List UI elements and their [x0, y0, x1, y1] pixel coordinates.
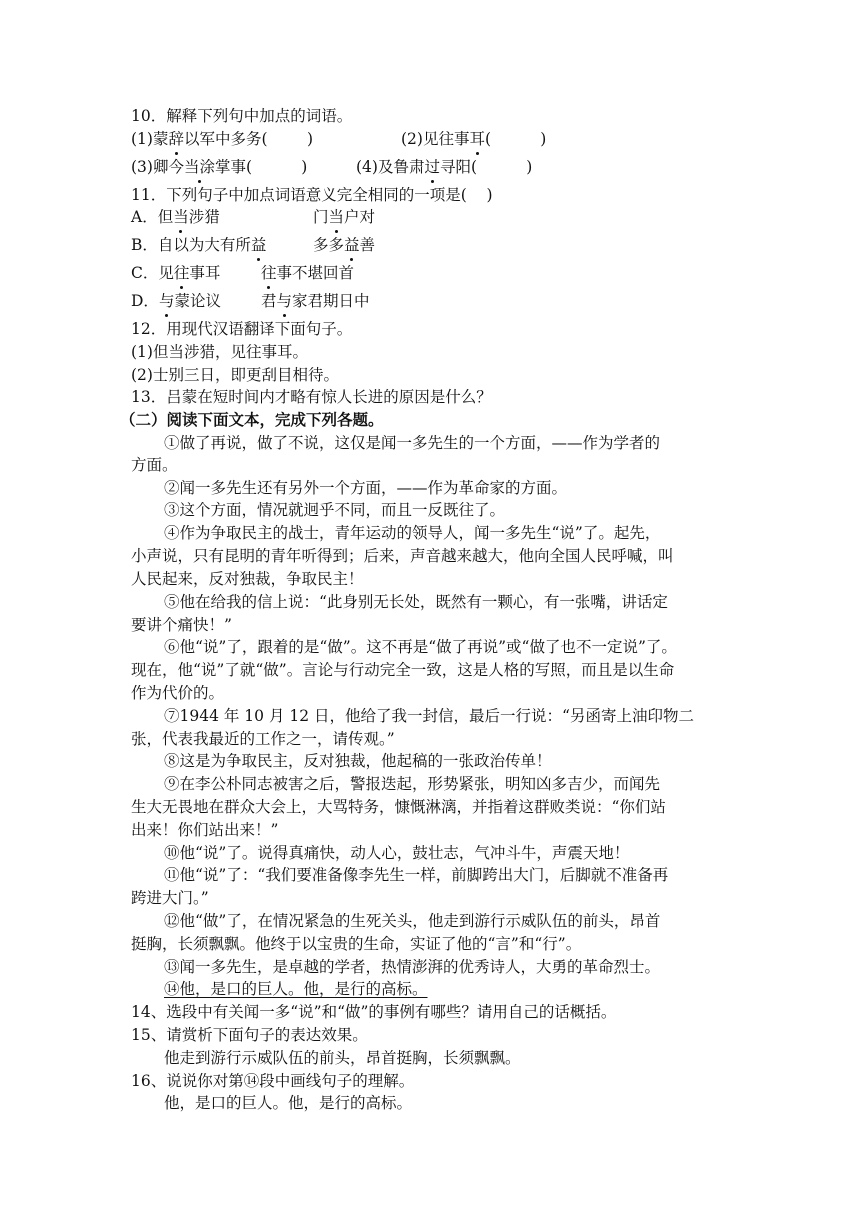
emphasis-mark: 与 [158, 292, 175, 310]
q10-item-2: (2)见往事耳( ) [401, 130, 547, 148]
paragraph-7-cont: 张，代表我最近的工作之一，请传观。” [131, 730, 395, 748]
emphasis-mark: 与 [276, 292, 293, 310]
paragraph-6: ⑥他“说”了，跟着的是“做”。这不再是“做了再说”或“做了也不一定说”了。 [164, 638, 677, 656]
q11-option-c-right: 往事不堪回首 [261, 264, 355, 282]
q13-title: 13．吕蒙在短时间内才略有惊人长进的原因是什么？ [131, 388, 492, 406]
paragraph-8: ⑧这是为争取民主，反对独裁，他起稿的一张政治传单！ [164, 752, 552, 770]
emphasis-mark: 益 [250, 236, 267, 254]
paragraph-11-cont: 跨进大门。” [131, 889, 209, 907]
q11-option-c-left: C．见往事耳 [131, 264, 221, 282]
q12-sentence-2: (2)士别三日，即更刮目相待。 [131, 366, 339, 384]
emphasis-mark: 当涂 [183, 158, 215, 176]
q16-quote: 他，是口的巨人。他，是行的高标。 [164, 1094, 413, 1112]
q15-quote: 他走到游行示威队伍的前头，昂首挺胸，长须飘飘。 [164, 1049, 521, 1067]
q15-title: 15、请赏析下面句子的表达效果。 [131, 1026, 368, 1044]
q10-title: 10．解释下列句中加点的词语。 [131, 107, 353, 125]
q10-item-3: (3)卿今当涂掌事( ) [131, 158, 308, 176]
q10-item-4: (4)及鲁肃过寻阳( ) [356, 158, 533, 176]
paragraph-9: ⑨在李公朴同志被害之后，警报迭起，形势紧张，明知凶多吉少，而闻先 [164, 775, 661, 793]
paragraph-12: ⑫他“做”了，在情况紧急的生死关头，他走到游行示威队伍的前头，昂首 [164, 912, 661, 930]
paragraph-10: ⑩他“说”了。说得真痛快，动人心，鼓壮志，气冲斗牛，声震天地！ [164, 844, 630, 862]
emphasis-mark: 当 [328, 208, 345, 226]
paragraph-3: ③这个方面，情况就迥乎不同，而且一反既往了。 [164, 501, 506, 519]
section-heading: （二）阅读下面文本，完成下列各题。 [120, 410, 384, 429]
q12-sentence-1: (1)但当涉猎，见往事耳。 [131, 343, 308, 361]
paragraph-9-cont: 生大无畏地在群众大会上，大骂特务，慷慨淋漓，并指着这群败类说：“你们站 [131, 798, 666, 816]
q10-item-1: (1)蒙辞以军中多务( ) [131, 130, 313, 148]
emphasis-mark: 当 [173, 208, 189, 226]
q14-title: 14、选段中有关闻一多“说”和“做”的事例有哪些？请用自己的话概括。 [131, 1003, 617, 1021]
q11-option-d-right: 君与家君期日中 [261, 292, 370, 310]
paragraph-4-cont: 小声说，只有昆明的青年听得到；后来，声音越来越大，他向全国人民呼喊，叫 [131, 547, 674, 565]
paragraph-6-cont: 现在，他“说”了就“做”。言论与行动完全一致，这是人格的写照，而且是以生命 [131, 661, 675, 679]
emphasis-mark: 耳 [469, 130, 485, 148]
emphasis-mark: 往 [261, 264, 277, 282]
paragraph-13: ⑬闻一多先生，是卓越的学者，热情澎湃的优秀诗人，大勇的革命烈士。 [164, 958, 661, 976]
paragraph-1: ①做了再说，做了不说，这仅是闻一多先生的一个方面，——作为学者的 [164, 434, 661, 452]
paragraph-5-cont: 要讲个痛快！” [131, 616, 232, 634]
emphasis-mark: 辞 [168, 130, 184, 148]
paragraph-5: ⑤他在给我的信上说：“此身别无长处，既然有一颗心，有一张嘴，讲话定 [164, 593, 668, 611]
q11-title: 11．下列句子中加点词语意义完全相同的一项是( ) [131, 186, 493, 204]
q11-option-d-left: D．与蒙论议 [131, 292, 221, 310]
paragraph-2: ②闻一多先生还有另外一个方面，——作为革命家的方面。 [164, 479, 568, 497]
paragraph-1-cont: 方面。 [131, 456, 178, 474]
q11-option-a-right: 门当户对 [313, 208, 376, 226]
q11-option-a-left: A．但当涉猎 [131, 208, 220, 226]
emphasis-mark: 往 [173, 264, 190, 282]
q11-option-b-right: 多多益善 [313, 236, 376, 254]
q11-option-b-left: B．自以为大有所益 [131, 236, 267, 254]
paragraph-11: ⑪他“说”了：“我们要准备像李先生一样，前脚跨出大门，后脚就不准备再 [164, 866, 669, 884]
paragraph-4: ④作为争取民主的战士，青年运动的领导人，闻一多先生“说”了。起先， [164, 524, 661, 542]
paragraph-4-cont: 人民起来，反对独裁，争取民主！ [131, 570, 364, 588]
emphasis-mark: 过 [424, 158, 440, 176]
emphasis-mark: 益 [344, 236, 360, 254]
paragraph-9-cont: 出来！你们站出来！” [131, 821, 279, 839]
paragraph-12-cont: 挺胸，长须飘飘。他终于以宝贵的生命，实证了他的“言”和“行”。 [131, 935, 582, 953]
paragraph-14-underlined: ⑭他，是口的巨人。他，是行的高标。 [164, 980, 428, 998]
paragraph-7: ⑦1944 年 10 月 12 日，他给了我一封信，最后一行说：“另函寄上油印物二 [164, 707, 694, 725]
q16-title: 16、说说你对第⑭段中画线句子的理解。 [131, 1072, 415, 1090]
q12-title: 12．用现代汉语翻译下面句子。 [131, 320, 353, 338]
paragraph-6-cont: 作为代价的。 [131, 684, 225, 702]
